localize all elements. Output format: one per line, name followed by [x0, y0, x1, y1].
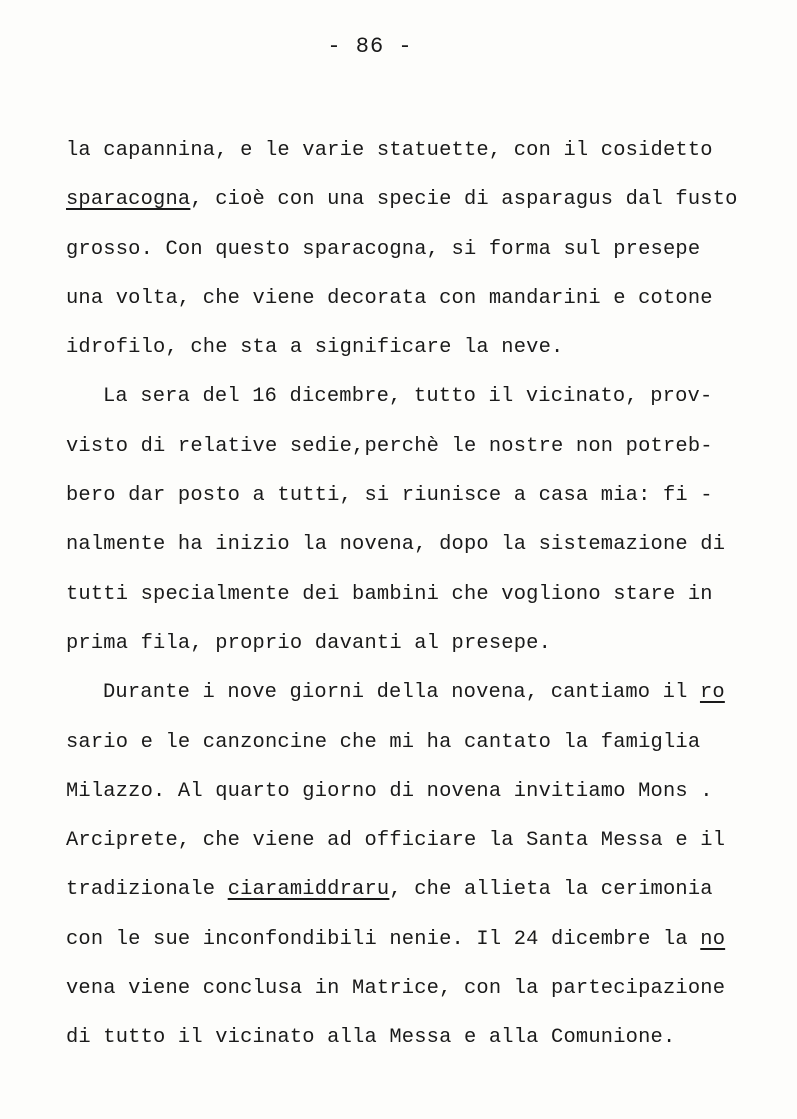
text-segment: Durante i nove giorni della novena, cantiamo il — [103, 681, 700, 705]
text-line-7: visto di relative sedie,perchè le nostre non potreb- — [66, 434, 713, 458]
text-line-3: grosso. Con questo sparacogna, si forma sul presepe — [66, 237, 701, 261]
text-line-6: La sera del 16 dicembre, tutto il vicinato, prov- — [103, 385, 713, 409]
text-segment: con le sue inconfondibili nenie. Il 24 dicembre la — [66, 927, 701, 951]
text-line-17 — [66, 921, 756, 970]
page-number: - 86 - — [327, 34, 413, 59]
text-line-11: prima fila, proprio davanti al presepe. — [66, 631, 552, 655]
text-segment: , cioè con una specie di asparagus dal fusto — [190, 188, 738, 212]
body-text — [66, 132, 756, 1069]
text-line-1: la capannina, e le varie statuette, con il cosidetto — [66, 139, 713, 162]
text-line-10: tutti specialmente dei bambini che vogliono stare in — [66, 582, 713, 606]
underlined-syllable-ro: ro — [699, 681, 725, 705]
text-line-14: Milazzo. Al quarto giorno di novena invitiamo Mons . — [66, 779, 713, 803]
text-line-4: una volta, che viene decorata con mandarini e cotone — [66, 286, 713, 310]
text-line-12 — [66, 674, 756, 723]
text-line-2 — [66, 181, 756, 230]
text-line-13: sario e le canzoncine che mi ha cantato la famiglia — [66, 730, 701, 754]
text-line-8: bero dar posto a tutti, si riunisce a casa mia: fi - — [66, 484, 713, 508]
text-line-5: idrofilo, che sta a significare la neve. — [66, 336, 564, 360]
text-line-18: vena viene conclusa in Matrice, con la partecipazione — [66, 977, 726, 1001]
underlined-term-sparacogna: sparacogna — [66, 188, 191, 212]
text-line-16 — [66, 871, 756, 920]
text-line-19: di tutto il vicinato alla Messa e alla Comunione. — [66, 1026, 676, 1050]
text-line-15: Arciprete, che viene ad officiare la Santa Messa e il — [66, 829, 726, 853]
text-segment: tradizionale — [66, 878, 228, 902]
text-segment: , che allieta la cerimonia — [389, 878, 713, 902]
underlined-term-ciaramiddraru: ciaramiddraru — [227, 878, 390, 902]
text-line-9: nalmente ha inizio la novena, dopo la sistemazione di — [66, 533, 726, 557]
underlined-syllable-no: no — [700, 927, 726, 951]
